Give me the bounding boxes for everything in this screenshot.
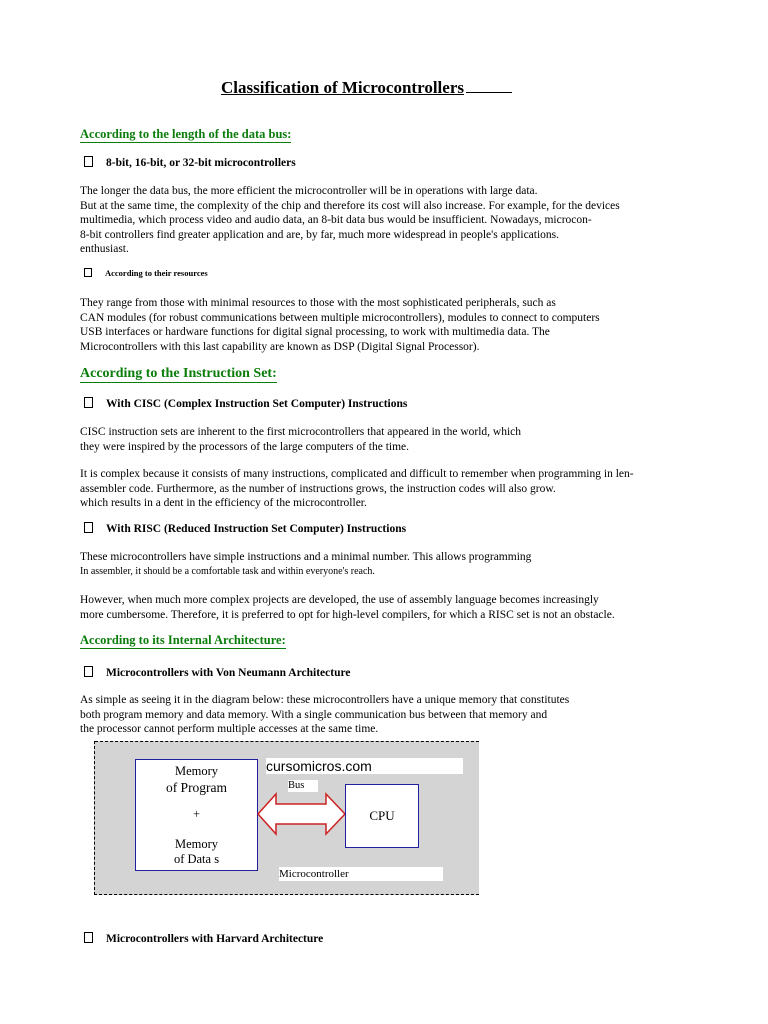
page-title: Classification of Microcontrollers [221,78,512,98]
microcontroller-label: Microcontroller [279,867,443,881]
memory-label: Memory [174,764,219,778]
data-label: of Data s [173,852,220,866]
bullet-risc: With RISC (Reduced Instruction Set Computer) Instructions [84,522,406,535]
paragraph-cisc-complexity: It is complex because it consists of many instructions, complicated and difficult to remember when programming in len- assembler code. Furthermore, as the number of instructions grows, the instruction codes will also grow. which results in a dent in the efficiency of the microcontroller. [80,468,634,509]
memory-block [135,759,258,871]
bullet-resources: According to their resources [84,268,208,278]
plus-label: + [192,807,201,821]
bus-label: Bus [288,780,318,792]
section-heading-data-bus: According to the length of the data bus: [80,127,292,141]
bullet-box-icon [84,268,92,277]
section-heading-architecture: According to its Internal Architecture: [80,633,286,647]
paragraph-von-neumann: As simple as seeing it in the diagram below: these microcontrollers have a unique memory that constitutes both program memory and data memory. With a single communication bus between that memory and the processor cannot perform multiple accesses at the same time. [80,694,570,735]
bullet-von-neumann: Microcontrollers with Von Neumann Architecture [84,666,350,679]
paragraph-resources: They range from those with minimal resources to those with the most sophisticated peripherals, such as CAN modules (for robust communications between multiple microcontrollers), modules to connect to computers USB interfaces or hardware functions for digital signal processing, to work with multimedia data. The Microcontrollers with this last capability are known as DSP (Digital Signal Processor). [80,297,600,353]
bullet-cisc: With CISC (Complex Instruction Set Computer) Instructions [84,397,407,410]
cpu-block: CPU [345,784,419,848]
bullet-box-icon [84,156,93,167]
paragraph-risc-intro: These microcontrollers have simple instructions and a minimal number. This allows programming In assembler, it should be a comfortable task and within everyone's reach. [80,551,532,577]
program-label: of Program [165,780,228,795]
memory-label: Memory [174,837,219,851]
von-neumann-diagram [94,741,479,895]
paragraph-risc-compilers: However, when much more complex projects are developed, the use of assembly language becomes increasingly more cumbersome. Therefore, it is preferred to opt for high-level compilers, for which a RISC set is not an obstacle. [80,594,615,621]
watermark-text: cursomicros.com [266,758,463,774]
bullet-box-icon [84,522,93,533]
bullet-box-icon [84,397,93,408]
bullet-bit-width: 8-bit, 16-bit, or 32-bit microcontrollers [84,156,296,169]
paragraph-data-bus: The longer the data bus, the more efficient the microcontroller will be in operations with large data. But at the same time, the complexity of the chip and therefore its cost will also increase. For example, for the devices multimedia, which process video and audio data, an 8-bit data bus would be insufficient. Nowadays, microcon- 8-bit controllers find greater application and are, by far, much more widespread in people's applications. enthusiast. [80,185,620,255]
bullet-harvard: Microcontrollers with Harvard Architecture [84,932,323,945]
bullet-box-icon [84,666,93,677]
bullet-box-icon [84,932,93,943]
bus-arrow-icon [257,791,347,837]
paragraph-cisc-intro: CISC instruction sets are inherent to the first microcontrollers that appeared in the world, which they were inspired by the processors of the large computers of the time. [80,426,522,453]
section-heading-instruction-set: According to the Instruction Set: [80,366,277,381]
